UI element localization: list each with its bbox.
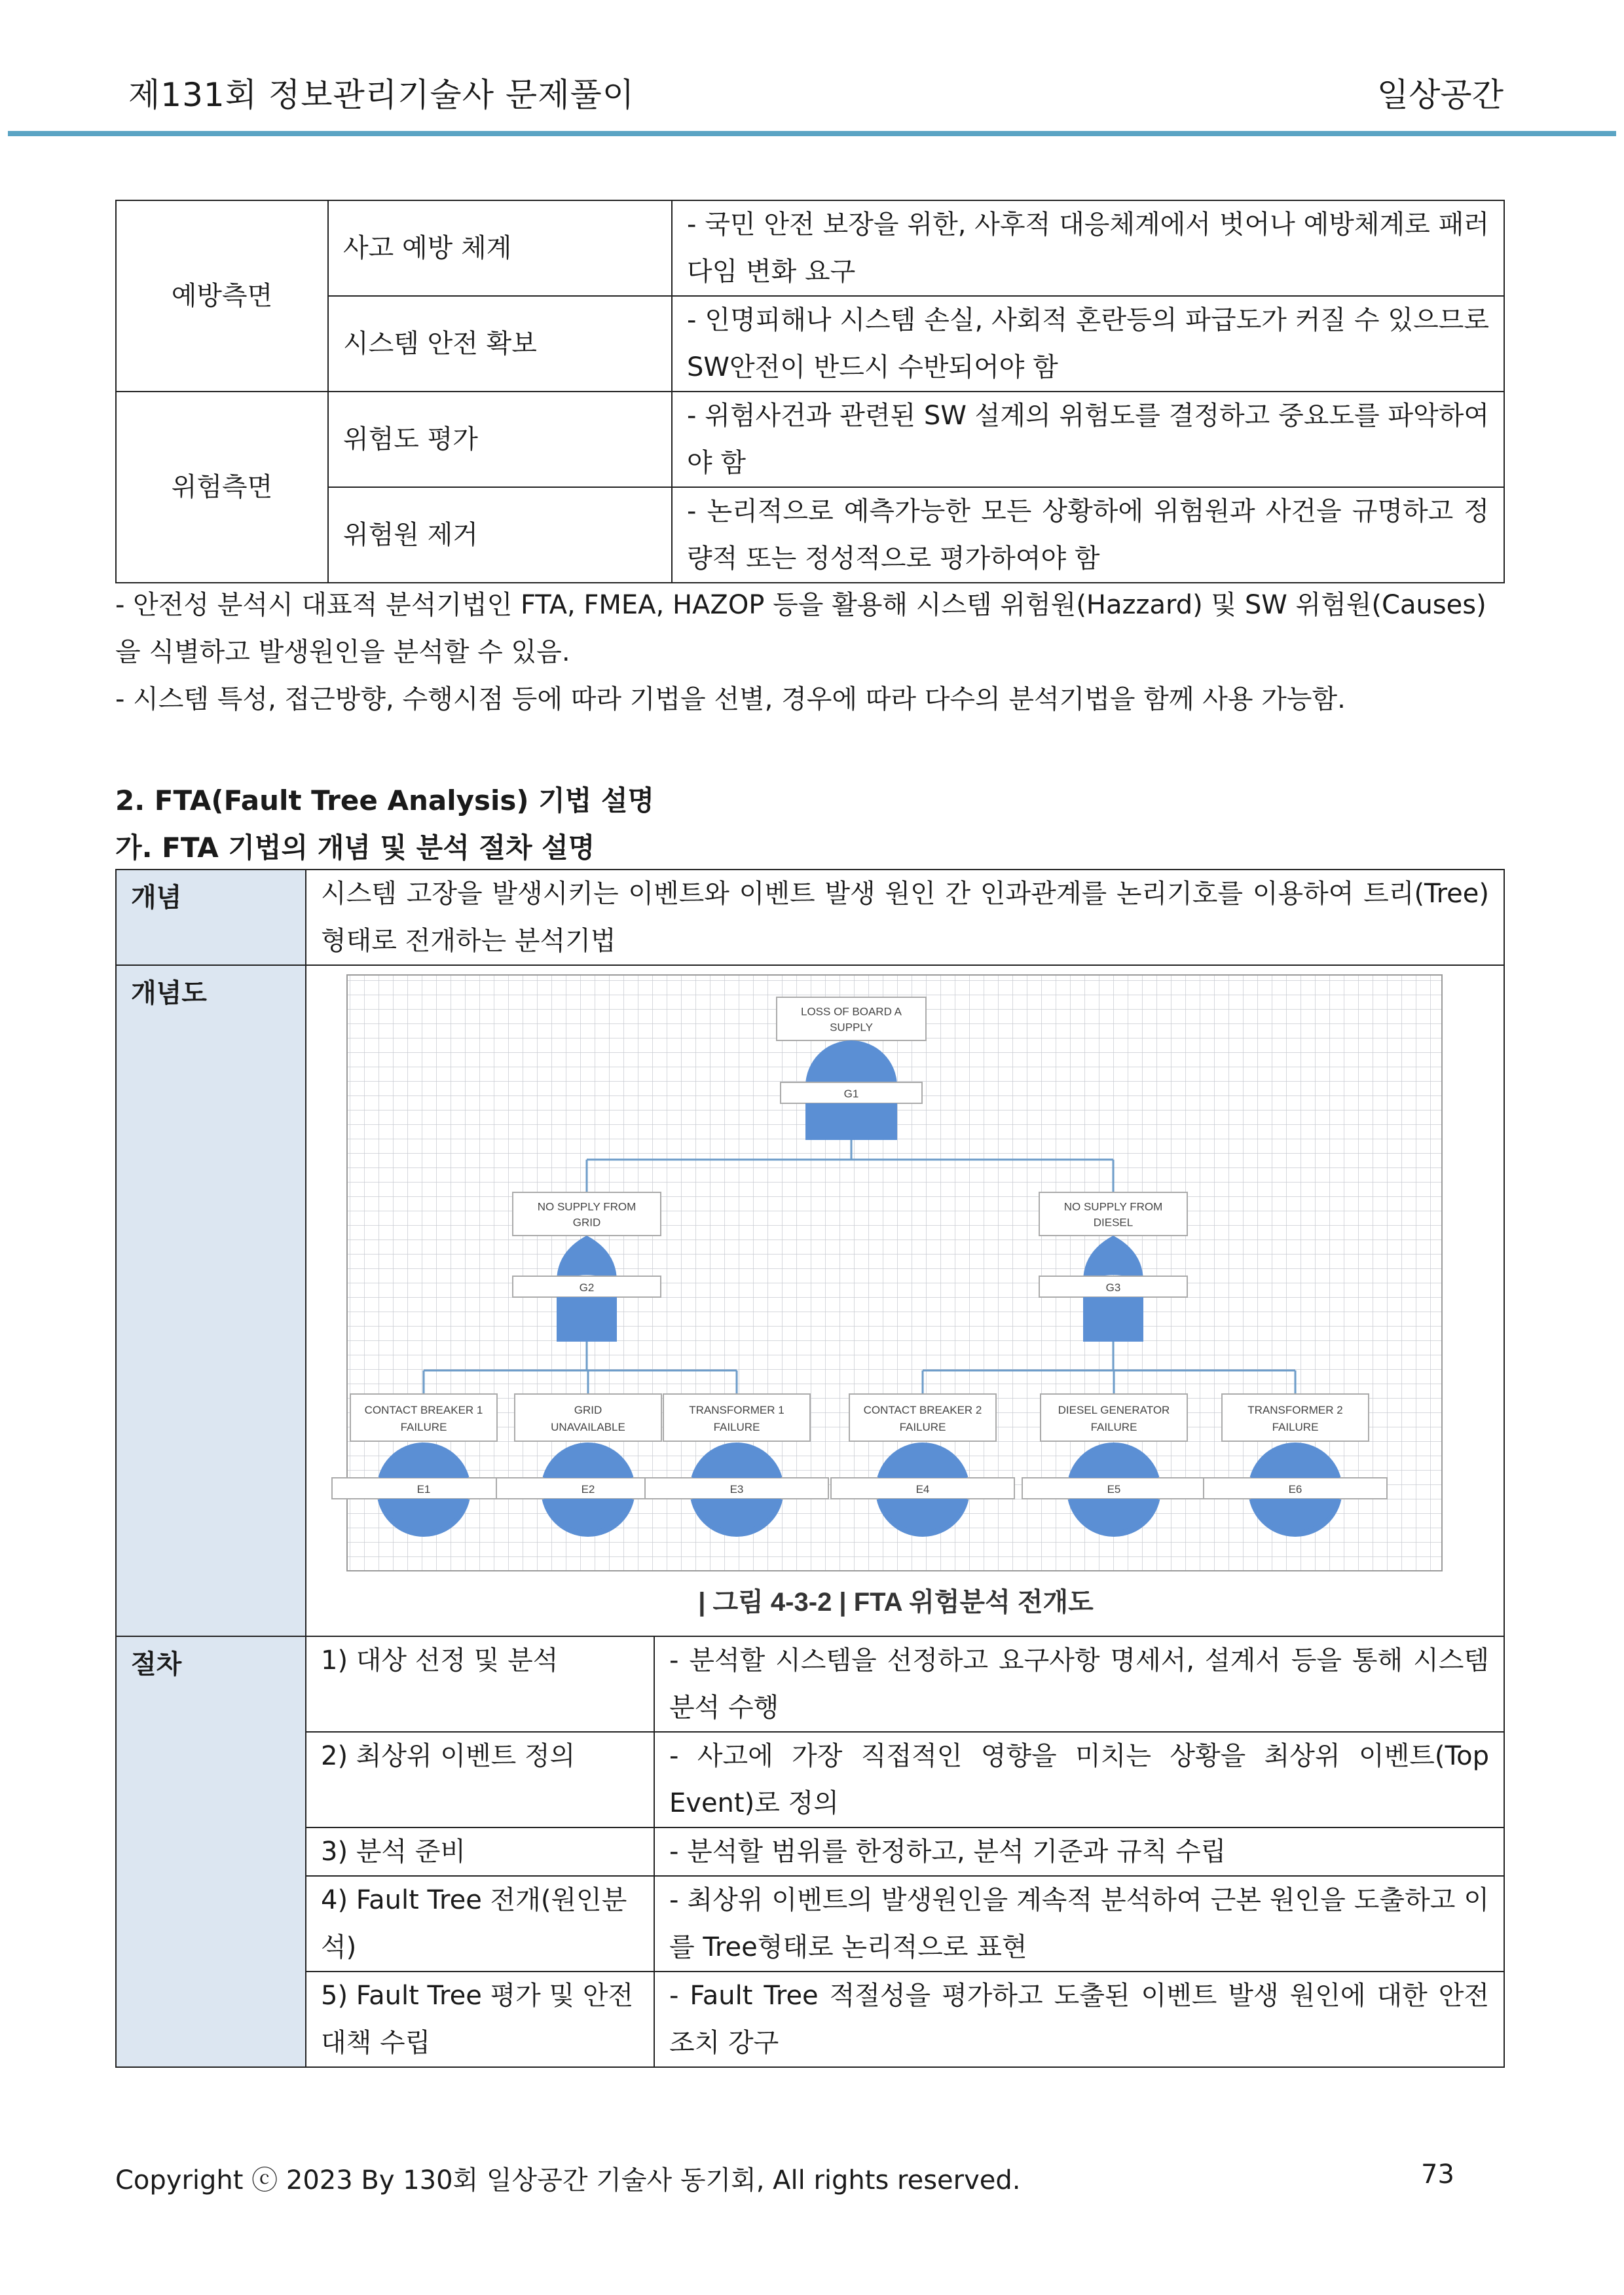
description-cell: - 위험사건과 관련된 SW 설계의 위험도를 결정하고 중요도를 파악하여야 함 [672,392,1504,487]
concept-text: 시스템 고장을 발생시키는 이벤트와 이벤트 발생 원인 간 인과관계를 논리기호를 이용하여 트리(Tree) 형태로 전개하는 분석기법 [306,870,1504,965]
table-row [116,1827,1504,1876]
category-cell: 위험측면 [116,392,328,583]
event-label-box [1222,1394,1369,1441]
event-label-box [350,1394,497,1441]
event-label-box [1039,1192,1187,1236]
or-gate-icon [557,1297,617,1342]
event-label-line: DIESEL [1093,1216,1134,1229]
step-name: 5) Fault Tree 평가 및 안전 대책 수립 [306,1972,654,2067]
event-label-box [513,1192,661,1236]
step-description: - 분석할 시스템을 선정하고 요구사항 명세서, 설계서 등을 통해 시스템 분석 수행 [654,1636,1504,1732]
event-label-box [515,1394,661,1441]
step-description: - 분석할 범위를 한정하고, 분석 기준과 규칙 수립 [654,1827,1504,1876]
event-id-text: E3 [729,1483,744,1496]
copyright-footer: Copyright ⓒ 2023 By 130회 일상공간 기술사 동기회, All rights reserved. [115,2165,1021,2195]
event-label-line: FAILURE [1272,1421,1319,1434]
event-label-line: DIESEL GENERATOR [1058,1404,1170,1417]
event-label-box [1041,1394,1187,1441]
step-description: - 최상위 이벤트의 발생원인을 계속적 분석하여 근본 원인을 도출하고 이를 Tree형태로 논리적으로 표현 [654,1876,1504,1972]
diagram-cell [306,965,1504,1636]
and-gate-icon [805,1103,897,1140]
step-name: 3) 분석 준비 [306,1827,654,1876]
event-label-line: TRANSFORMER 2 [1247,1404,1343,1417]
event-label-line: GRID [572,1216,601,1229]
table-row [116,1972,1504,2067]
event-label-line: GRID [574,1404,602,1417]
table-row [116,200,1504,296]
document-title: 제131회 정보관리기술사 문제풀이 [128,76,635,114]
diagram-label: 개념도 [116,965,306,1636]
gate-id-text: G3 [1105,1281,1121,1294]
event-label-line: FAILURE [899,1421,946,1434]
procedure-label: 절차 [116,1636,306,2067]
table-row [116,1732,1504,1827]
item-cell: 위험도 평가 [328,392,672,487]
event-label-line: NO SUPPLY FROM [1063,1200,1163,1213]
or-gate-icon [1083,1297,1143,1342]
step-name: 2) 최상위 이벤트 정의 [306,1732,654,1827]
category-cell: 예방측면 [116,200,328,392]
event-label-box [849,1394,996,1441]
note-paragraph: - 안전성 분석시 대표적 분석기법인 FTA, FMEA, HAZOP 등을 활용해 시스템 위험원(Hazzard) 및 SW 위험원(Causes)을 식별하고 발생원인을 분석할 수 있음. [115,590,1486,667]
event-label-line: CONTACT BREAKER 1 [364,1404,483,1417]
event-label-box [663,1394,810,1441]
table-row [116,870,1504,965]
event-id-text: E6 [1288,1483,1302,1496]
event-id-text: E4 [915,1483,930,1496]
gate-id-text: G1 [843,1088,859,1100]
event-label-line: LOSS OF BOARD A [801,1005,902,1018]
description-cell: - 논리적으로 예측가능한 모든 상황하에 위험원과 사건을 규명하고 정량적 또는 정성적으로 평가하여야 함 [672,487,1504,583]
item-cell: 위험원 제거 [328,487,672,583]
table-row [116,1876,1504,1972]
description-cell: - 국민 안전 보장을 위한, 사후적 대응체계에서 벗어나 예방체계로 패러다임 변화 요구 [672,200,1504,296]
description-cell: - 인명피해나 시스템 손실, 사회적 혼란등의 파급도가 커질 수 있으므로 SW안전이 반드시 수반되어야 함 [672,296,1504,392]
event-label-line: FAILURE [713,1421,760,1434]
event-id-text: E2 [581,1483,595,1496]
figure-caption: | 그림 4-3-2 | FTA 위험분석 전개도 [698,1588,1094,1617]
step-description: - Fault Tree 적절성을 평가하고 도출된 이벤트 발생 원인에 대한 안전 조치 강구 [654,1972,1504,2067]
item-cell: 사고 예방 체계 [328,200,672,296]
step-description: - 사고에 가장 직접적인 영향을 미치는 상황을 최상위 이벤트(Top Event)로 정의 [654,1732,1504,1827]
step-name: 1) 대상 선정 및 분석 [306,1636,654,1732]
event-label-line: SUPPLY [830,1021,873,1034]
subsection-heading: 가. FTA 기법의 개념 및 분석 절차 설명 [115,832,595,864]
event-label-line: FAILURE [400,1421,447,1434]
event-label-line: FAILURE [1090,1421,1137,1434]
fta-table [115,869,1505,2068]
page-number: 73 [1421,2159,1454,2190]
header-divider [8,131,1616,136]
section-heading: 2. FTA(Fault Tree Analysis) 기법 설명 [115,784,655,817]
step-name: 4) Fault Tree 전개(원인분석) [306,1876,654,1972]
event-label-box [777,997,926,1040]
event-label-line: TRANSFORMER 1 [689,1404,784,1417]
item-cell: 시스템 안전 확보 [328,296,672,392]
gate-id-text: G2 [579,1281,595,1294]
safety-aspects-table [115,200,1505,583]
event-id-text: E5 [1107,1483,1121,1496]
concept-label: 개념 [116,870,306,965]
event-label-line: UNAVAILABLE [551,1421,625,1434]
table-row [116,965,1504,1636]
page-header [128,69,1504,121]
organization-name: 일상공간 [1376,76,1504,114]
note-paragraph: - 시스템 특성, 접근방향, 수행시점 등에 따라 기법을 선별, 경우에 따라 다수의 분석기법을 함께 사용 가능함. [115,684,1346,714]
event-id-text: E1 [416,1483,431,1496]
event-label-line: CONTACT BREAKER 2 [863,1404,982,1417]
fta-diagram [306,966,1504,1621]
table-row [116,392,1504,487]
table-row [116,1636,1504,1732]
event-label-line: NO SUPPLY FROM [537,1200,637,1213]
